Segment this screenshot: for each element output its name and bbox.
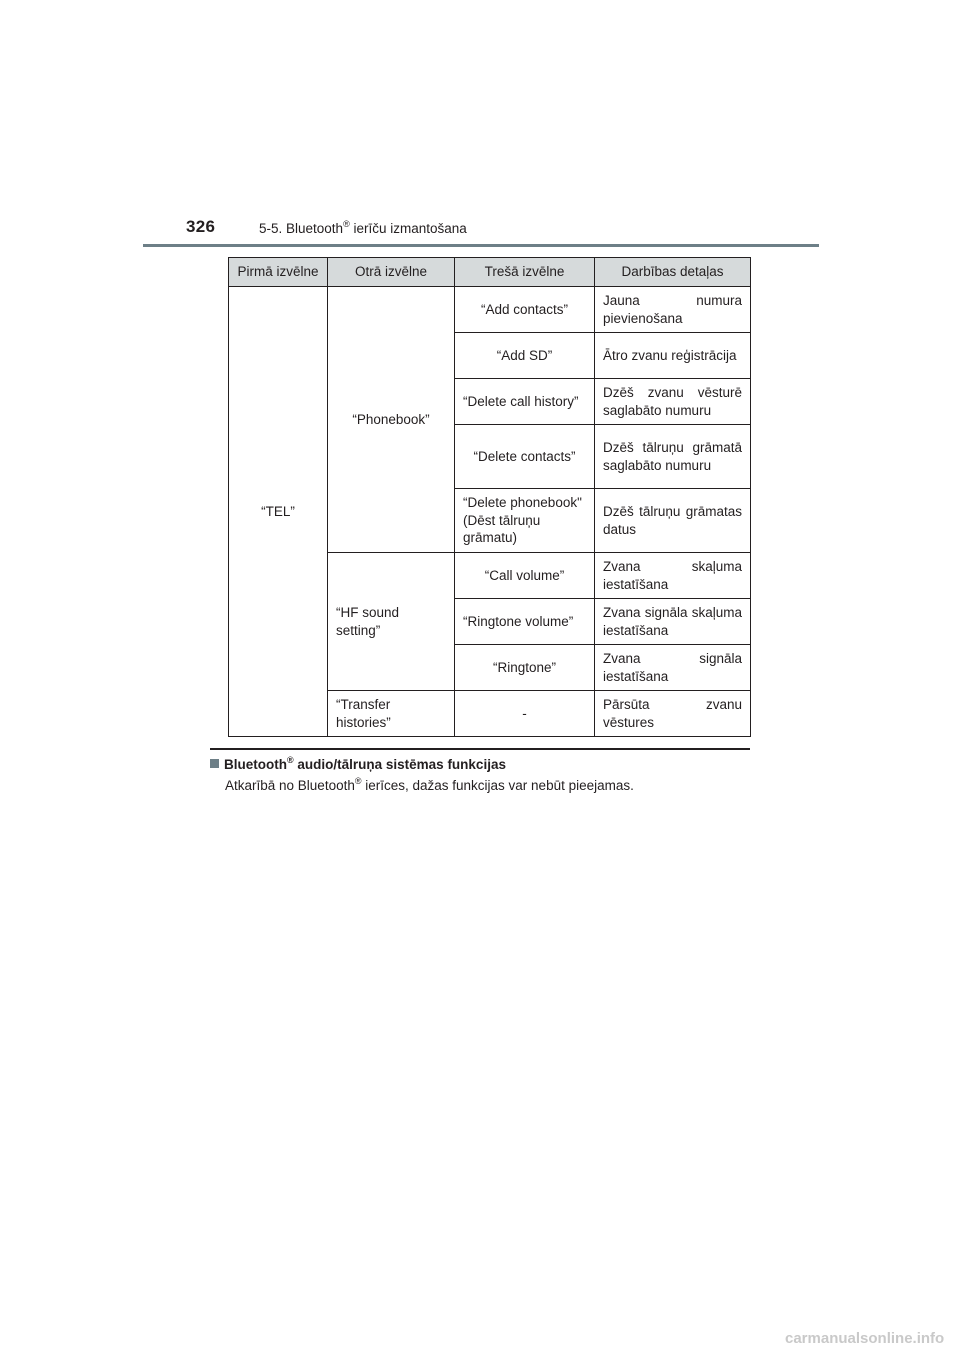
third-menu-cell: “Delete contacts” <box>455 425 595 489</box>
first-menu-cell: “TEL” <box>229 287 328 737</box>
menu-table <box>228 257 751 737</box>
note-body-suffix: ierīces, dažas funkcijas var nebūt pieejamas. <box>361 778 634 793</box>
note-heading <box>210 756 506 774</box>
square-bullet-icon <box>210 759 219 768</box>
note-heading-prefix: Bluetooth <box>224 757 287 772</box>
third-menu-cell: “Add SD” <box>455 333 595 379</box>
second-menu-cell: “Transfer histories” <box>328 691 455 737</box>
note-divider <box>210 748 750 750</box>
second-menu-cell: “Phonebook” <box>328 287 455 553</box>
column-header-first-menu: Pirmā izvēlne <box>229 258 328 287</box>
detail-cell: Dzēš tālruņu grāmatā saglabāto numuru <box>595 425 751 489</box>
table-row <box>229 287 751 333</box>
note-heading-suffix: audio/tālruņa sistēmas funkcijas <box>293 757 506 772</box>
note-body-prefix: Atkarībā no Bluetooth <box>225 778 355 793</box>
section-title-prefix: 5-5. Bluetooth <box>259 221 344 236</box>
third-menu-cell: “Delete call history” <box>455 379 595 425</box>
column-header-third-menu: Trešā izvēlne <box>455 258 595 287</box>
detail-cell: Zvana skaļuma iestatīšana <box>595 553 751 599</box>
detail-cell: Zvana signāla skaļuma iestatīšana <box>595 599 751 645</box>
second-menu-cell: “HF sound setting” <box>328 553 455 691</box>
detail-cell: Dzēš zvanu vēsturē saglabāto numuru <box>595 379 751 425</box>
third-menu-cell: “Add contacts” <box>455 287 595 333</box>
third-menu-cell: “Delete phonebook" (Dēst tālruņu grāmatu) <box>455 489 595 553</box>
third-menu-cell: “Call volume” <box>455 553 595 599</box>
table-header-row <box>229 258 751 287</box>
detail-cell: Dzēš tālruņu grāmatas datus <box>595 489 751 553</box>
registered-mark: ® <box>354 776 362 786</box>
note-body <box>225 777 634 795</box>
section-title-suffix: ierīču izmantošana <box>349 221 467 236</box>
watermark: carmanualsonline.info <box>785 1330 945 1347</box>
column-header-second-menu: Otrā izvēlne <box>328 258 455 287</box>
third-menu-cell: “Ringtone volume” <box>455 599 595 645</box>
header-divider <box>143 244 819 247</box>
page-number: 326 <box>186 217 216 236</box>
column-header-details: Darbības detaļas <box>595 258 751 287</box>
third-menu-cell: “Ringtone” <box>455 645 595 691</box>
third-menu-cell: - <box>455 691 595 737</box>
detail-cell: Ātro zvanu reģistrācija <box>595 333 751 379</box>
detail-cell: Pārsūta zvanu vēstures <box>595 691 751 737</box>
registered-mark: ® <box>343 219 350 229</box>
section-title <box>259 220 467 238</box>
detail-cell: Zvana signāla iestatīšana <box>595 645 751 691</box>
registered-mark: ® <box>287 755 294 765</box>
detail-cell: Jauna numura pievienošana <box>595 287 751 333</box>
